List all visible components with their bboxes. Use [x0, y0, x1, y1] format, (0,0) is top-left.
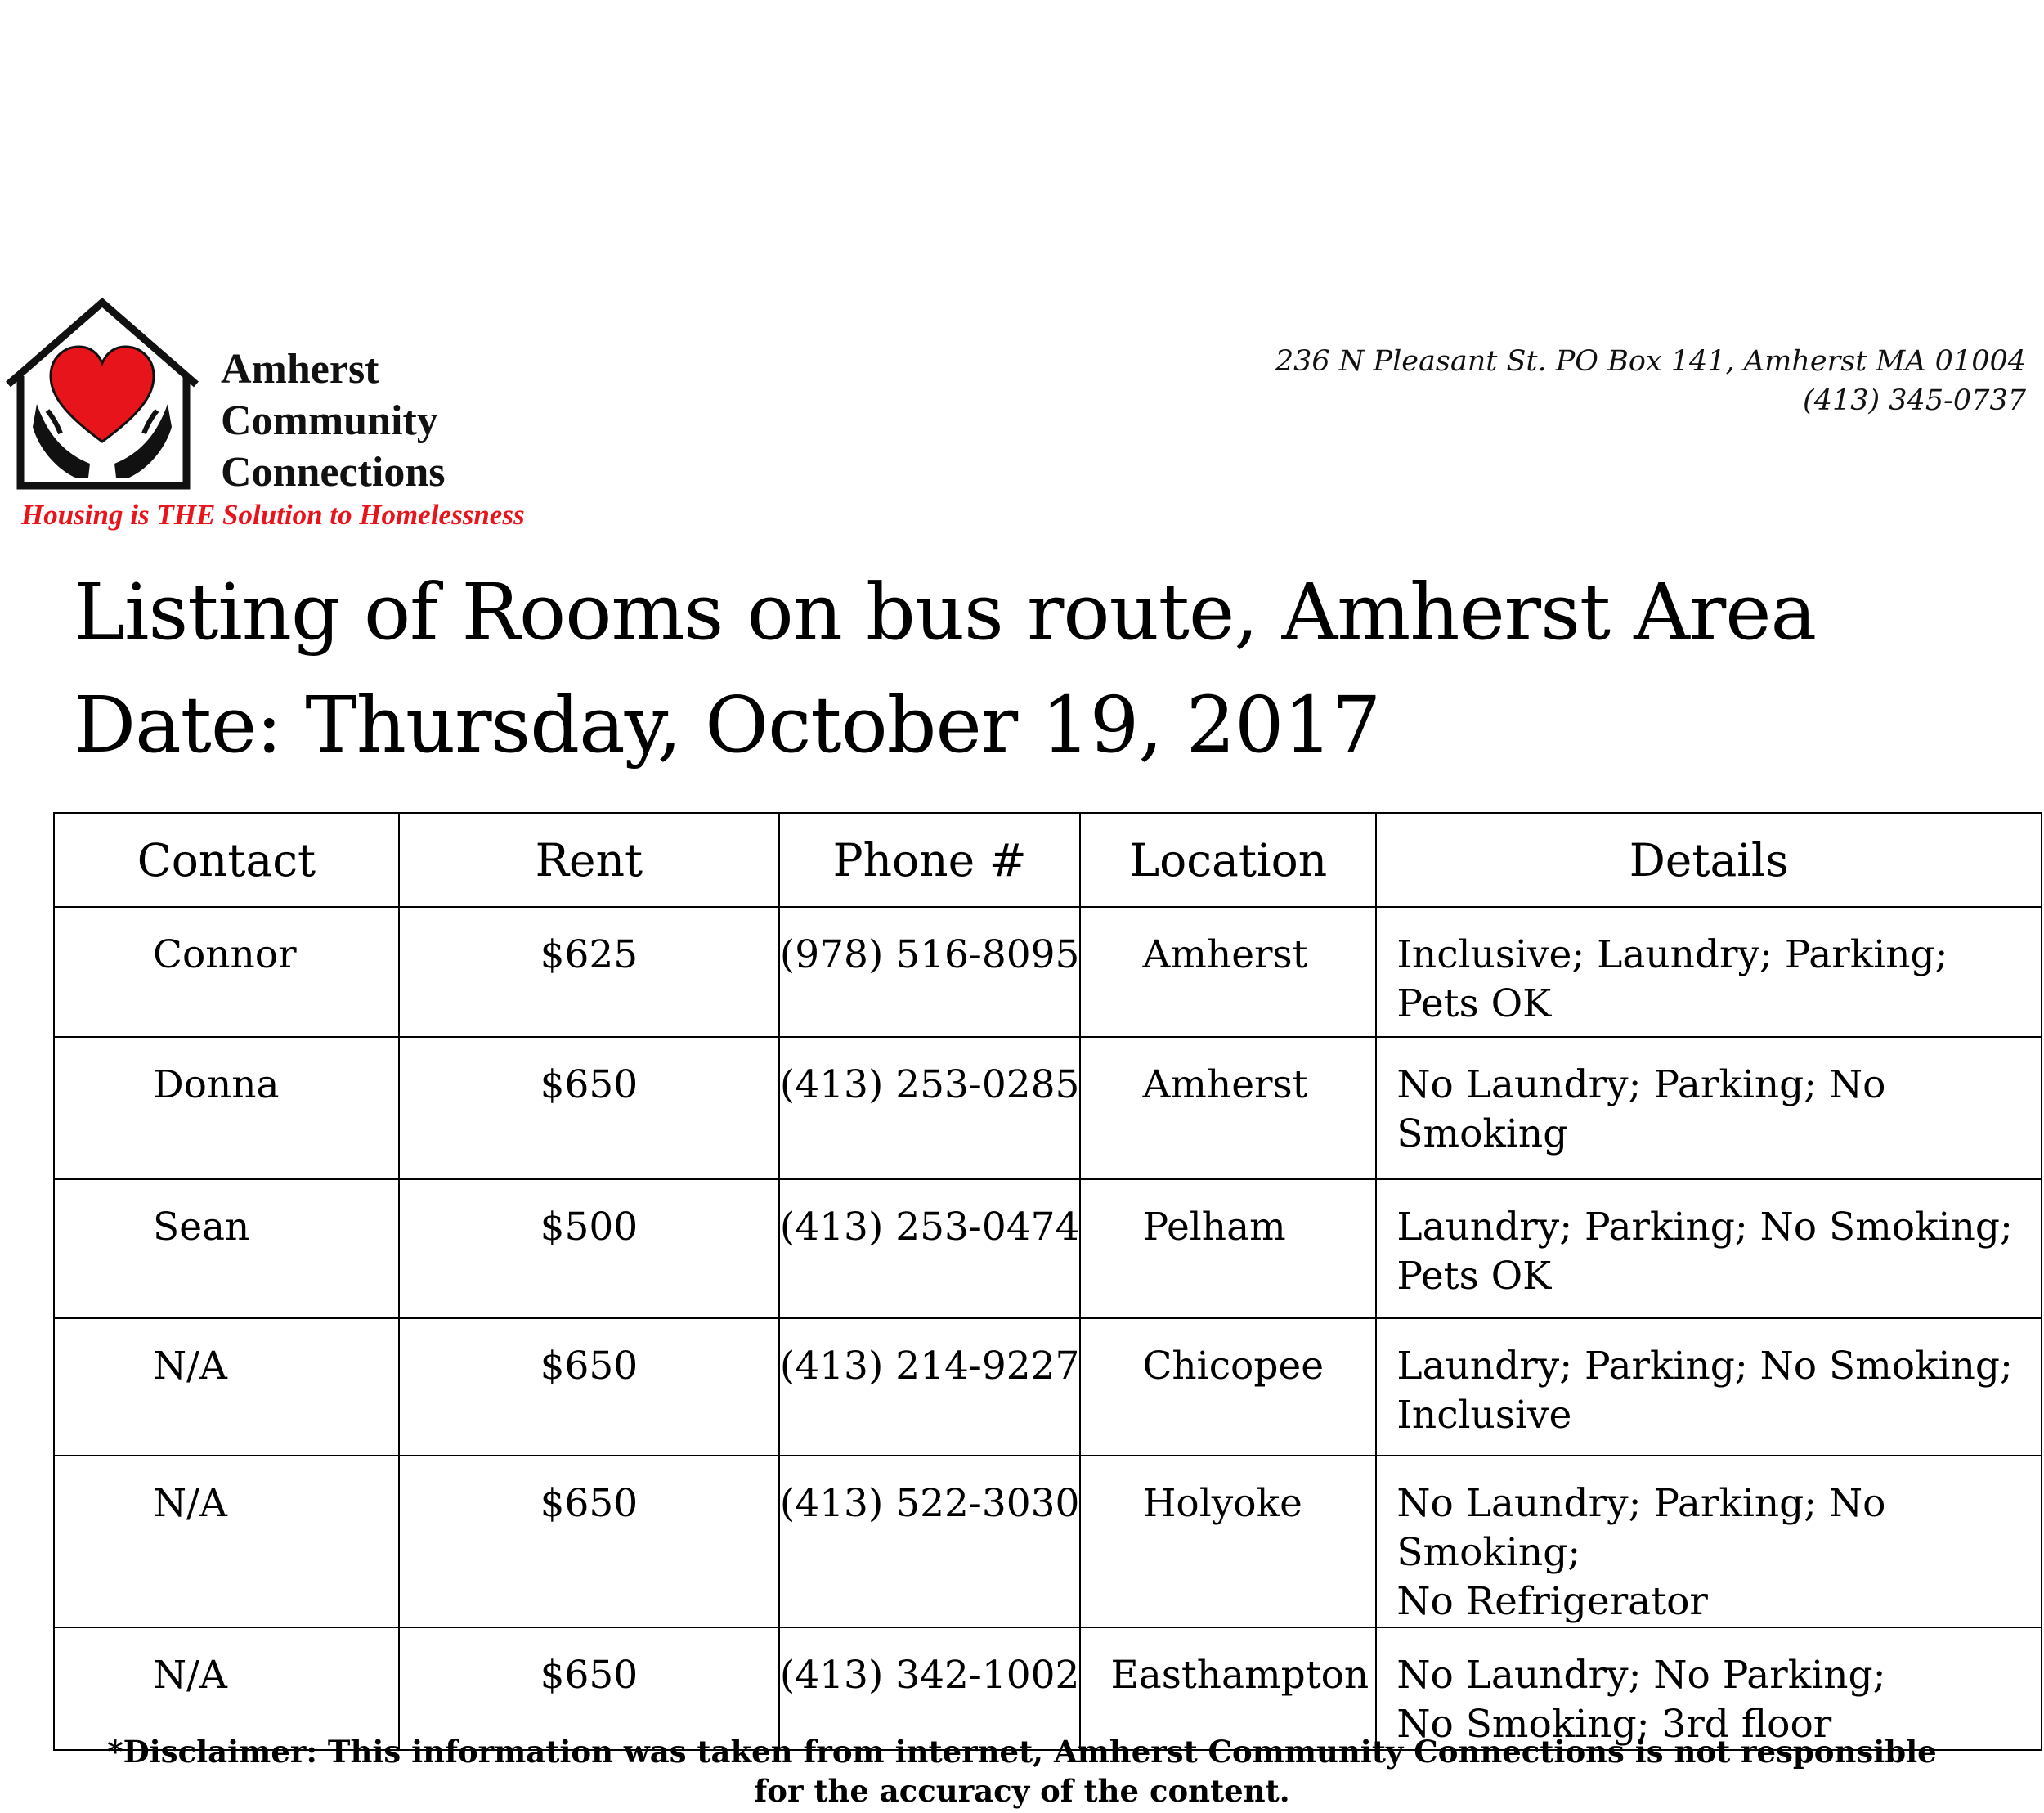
details-line: No Laundry; No Parking; [1396, 1653, 1886, 1698]
details-line: Laundry; Parking; No Smoking; [1396, 1344, 2013, 1389]
details-line: Inclusive [1396, 1393, 1572, 1438]
title-line: Listing of Rooms on bus route, Amherst Area [74, 568, 1817, 657]
details-line: Pets OK [1396, 1254, 1552, 1299]
address-line: 236 N Pleasant St. PO Box 141, Amherst MA 01004 [1275, 345, 2026, 378]
location-cell: Holyoke [1080, 1456, 1376, 1627]
details-line: Laundry; Parking; No Smoking; [1396, 1205, 2013, 1250]
location-cell: Pelham [1080, 1179, 1376, 1318]
details-cell [1376, 907, 2042, 1037]
disclaimer [0, 1732, 2044, 1811]
details-line: No Smoking; 3rd floor [1396, 1702, 1832, 1747]
listings-table [53, 812, 2042, 1751]
header-location: Location [1080, 813, 1376, 907]
header-phone: Phone # [779, 813, 1081, 907]
contact-cell: Donna [54, 1037, 399, 1179]
location-cell: Amherst [1080, 1037, 1376, 1179]
org-name-line: Community [221, 397, 438, 444]
address-block [1275, 342, 2026, 420]
details-cell [1376, 1318, 2042, 1456]
contact-cell: Sean [54, 1179, 399, 1318]
logo [0, 296, 572, 541]
header-rent: Rent [399, 813, 779, 907]
rent-cell: $650 [399, 1627, 779, 1750]
house-heart-hands-icon [0, 296, 213, 492]
disclaimer-line: *Disclaimer: This information was taken from internet, Amherst Community Connections is not responsible [107, 1734, 1937, 1770]
phone-cell: (413) 253-0474 [779, 1179, 1081, 1318]
details-line: No Refrigerator [1396, 1579, 1708, 1624]
details-line: No Laundry; Parking; No Smoking; [1396, 1481, 1886, 1575]
disclaimer-line: for the accuracy of the content. [754, 1773, 1290, 1809]
location-cell: Chicopee [1080, 1318, 1376, 1456]
contact-cell: N/A [54, 1456, 399, 1627]
header-details: Details [1376, 813, 2042, 907]
table-row [54, 1318, 2042, 1456]
rent-cell: $650 [399, 1456, 779, 1627]
contact-cell: N/A [54, 1627, 399, 1750]
org-name [221, 343, 445, 498]
org-name-line: Amherst [221, 346, 379, 393]
table-row [54, 1456, 2042, 1627]
rent-cell: $625 [399, 907, 779, 1037]
rent-cell: $500 [399, 1179, 779, 1318]
contact-cell: N/A [54, 1318, 399, 1456]
table-row [54, 907, 2042, 1037]
location-cell: Amherst [1080, 907, 1376, 1037]
details-cell [1376, 1037, 2042, 1179]
details-line: Inclusive; Laundry; Parking; Pets OK [1396, 932, 1948, 1026]
phone-cell: (413) 522-3030 [779, 1456, 1081, 1627]
org-name-line: Connections [221, 449, 446, 496]
phone-cell: (413) 253-0285 [779, 1037, 1081, 1179]
tagline: Housing is THE Solution to Homelessness [21, 499, 525, 531]
table-header-row [54, 813, 2042, 907]
phone-line: (413) 345-0737 [1803, 384, 2026, 417]
phone-cell: (413) 342-1002 [779, 1627, 1081, 1750]
details-cell [1376, 1179, 2042, 1318]
page-title [74, 556, 1816, 782]
date-line: Date: Thursday, October 19, 2017 [74, 680, 1381, 770]
details-line: No Laundry; Parking; No Smoking [1396, 1062, 1886, 1156]
details-cell [1376, 1456, 2042, 1627]
contact-cell: Connor [54, 907, 399, 1037]
phone-cell: (978) 516-8095 [779, 907, 1081, 1037]
location-cell: Easthampton [1080, 1627, 1376, 1750]
table-row [54, 1179, 2042, 1318]
phone-cell: (413) 214-9227 [779, 1318, 1081, 1456]
rent-cell: $650 [399, 1318, 779, 1456]
rent-cell: $650 [399, 1037, 779, 1179]
table-row [54, 1037, 2042, 1179]
header-contact: Contact [54, 813, 399, 907]
